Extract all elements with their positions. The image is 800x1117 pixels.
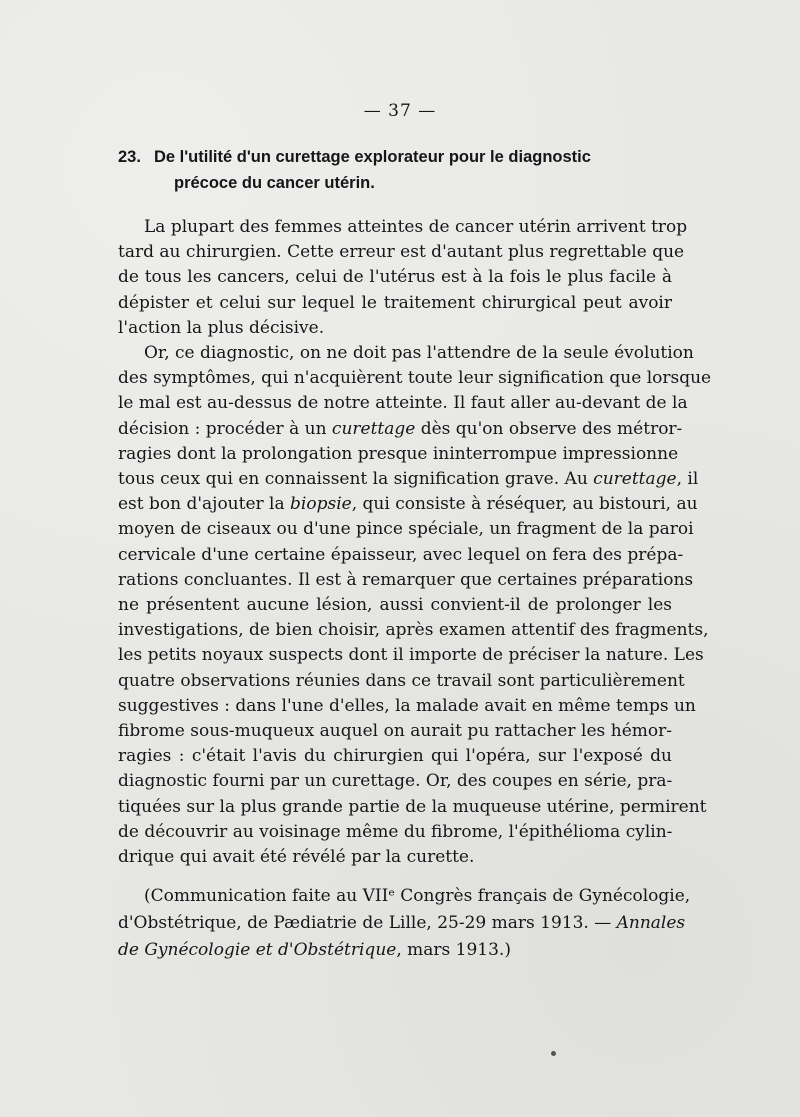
line-text: suggestives : dans l'une d'elles, la malade avait en même temps un xyxy=(118,695,696,716)
line-text: dès qu'on observe des métror- xyxy=(415,418,683,439)
heading-line-2: précoce du cancer utérin. xyxy=(174,174,375,192)
line-text: le mal est au-dessus de notre atteinte. Il faut aller au-devant de la xyxy=(118,393,688,414)
heading-line-1 xyxy=(118,144,678,170)
line-text: moyen de ciseaux ou d'une pince spéciale, un fragment de la paroi xyxy=(118,519,694,540)
line-text: diagnostic fourni par un curettage. Or, des coupes en série, pra- xyxy=(118,771,673,792)
note-journal-part-1: Annales xyxy=(616,913,686,933)
line-text: , il xyxy=(676,469,699,490)
line-text: quatre observations réunies dans ce travail sont particulièrement xyxy=(118,670,685,691)
body-line xyxy=(118,417,683,442)
note-journal-part-2: de Gynécologie et d'Obstétrique xyxy=(118,940,397,960)
body-line xyxy=(118,643,704,668)
line-text: , qui consiste à réséquer, au bistouri, au xyxy=(351,494,698,515)
heading-text-1: De l'utilité d'un curettage explorateur pour le diagnostic xyxy=(154,148,591,166)
line-text: Or, ce diagnostic, on ne doit pas l'attendre de la seule évolution xyxy=(144,343,694,364)
body-line xyxy=(118,618,709,643)
body-line xyxy=(118,795,707,820)
body-line xyxy=(118,391,688,416)
publication-note xyxy=(118,883,691,964)
line-text: de découvrir au voisinage même du fibrome, l'épithélioma cylin- xyxy=(118,821,673,842)
line-text: cervicale d'une certaine épaisseur, avec lequel on fera des prépa- xyxy=(118,544,684,565)
body-line xyxy=(118,467,699,492)
body-line xyxy=(118,442,679,467)
note-line-1: (Communication faite au VIIᵉ Congrès français de Gynécologie, xyxy=(144,886,691,906)
line-text: ragies dont la prolongation presque ininterrompue impressionne xyxy=(118,443,679,464)
line-text: ragies : c'était l'avis du chirurgien qui l'opéra, sur l'exposé du xyxy=(118,746,672,767)
body-line xyxy=(118,492,698,517)
line-text: des symptômes, qui n'acquièrent toute leur signification que lorsque xyxy=(118,368,712,389)
body-line xyxy=(118,845,672,870)
note-line-3 xyxy=(118,937,674,964)
body-line xyxy=(118,265,672,290)
line-text: l'action la plus décisive. xyxy=(118,317,325,338)
body-line xyxy=(118,744,672,769)
line-text: ne présentent aucune lésion, aussi convient-il de prolonger les xyxy=(118,595,672,616)
body-line xyxy=(118,769,672,794)
body-line xyxy=(118,240,685,265)
line-text: rations concluantes. Il est à remarquer que certaines préparations xyxy=(118,569,694,590)
italic-term: curettage xyxy=(331,418,416,439)
line-text: tard au chirurgien. Cette erreur est d'autant plus regrettable que xyxy=(118,242,685,263)
body-line xyxy=(118,669,685,694)
body-paragraphs xyxy=(118,215,712,870)
line-text: décision : procéder à un xyxy=(118,418,332,439)
line-text: dépister et celui sur lequel le traitement chirurgical peut avoir xyxy=(118,292,672,313)
line-text: tous ceux qui en connaissent la signification grave. Au xyxy=(118,469,594,490)
body-line xyxy=(118,543,684,568)
line-text: drique qui avait été révélé par la curette. xyxy=(118,847,475,868)
body-line xyxy=(118,820,672,845)
body-line xyxy=(118,517,694,542)
body-line xyxy=(118,316,672,341)
body-line xyxy=(118,694,696,719)
line-text: est bon d'ajouter la xyxy=(118,494,291,515)
line-text: investigations, de bien choisir, après examen attentif des fragments, xyxy=(118,620,709,641)
body-line xyxy=(118,593,672,618)
ink-speck xyxy=(551,1051,556,1056)
body-line xyxy=(118,341,694,366)
italic-term: curettage xyxy=(593,469,677,490)
body-line xyxy=(118,568,694,593)
line-text: de tous les cancers, celui de l'utérus est à la fois le plus facile à xyxy=(118,267,672,288)
line-text: La plupart des femmes atteintes de cancer utérin arrivent trop xyxy=(144,217,688,237)
body-line xyxy=(118,366,712,391)
line-text: fibrome sous-muqueux auquel on aurait pu rattacher les hémor- xyxy=(118,721,672,742)
page-number: — 37 — xyxy=(363,101,437,121)
note-line-2-text: d'Obstétrique, de Pædiatrie de Lille, 25-29 mars 1913. — xyxy=(118,913,617,933)
line-text: tiquées sur la plus grande partie de la muqueuse utérine, permirent xyxy=(118,796,707,817)
body-line xyxy=(118,719,672,744)
italic-term: biopsie xyxy=(290,494,352,515)
note-line-2 xyxy=(118,910,686,937)
line-text: les petits noyaux suspects dont il importe de préciser la nature. Les xyxy=(118,645,704,666)
body-line xyxy=(118,215,688,240)
section-heading xyxy=(118,144,678,196)
body-line xyxy=(118,291,672,316)
heading-number: 23. xyxy=(118,148,141,166)
note-date: , mars 1913.) xyxy=(396,940,511,960)
